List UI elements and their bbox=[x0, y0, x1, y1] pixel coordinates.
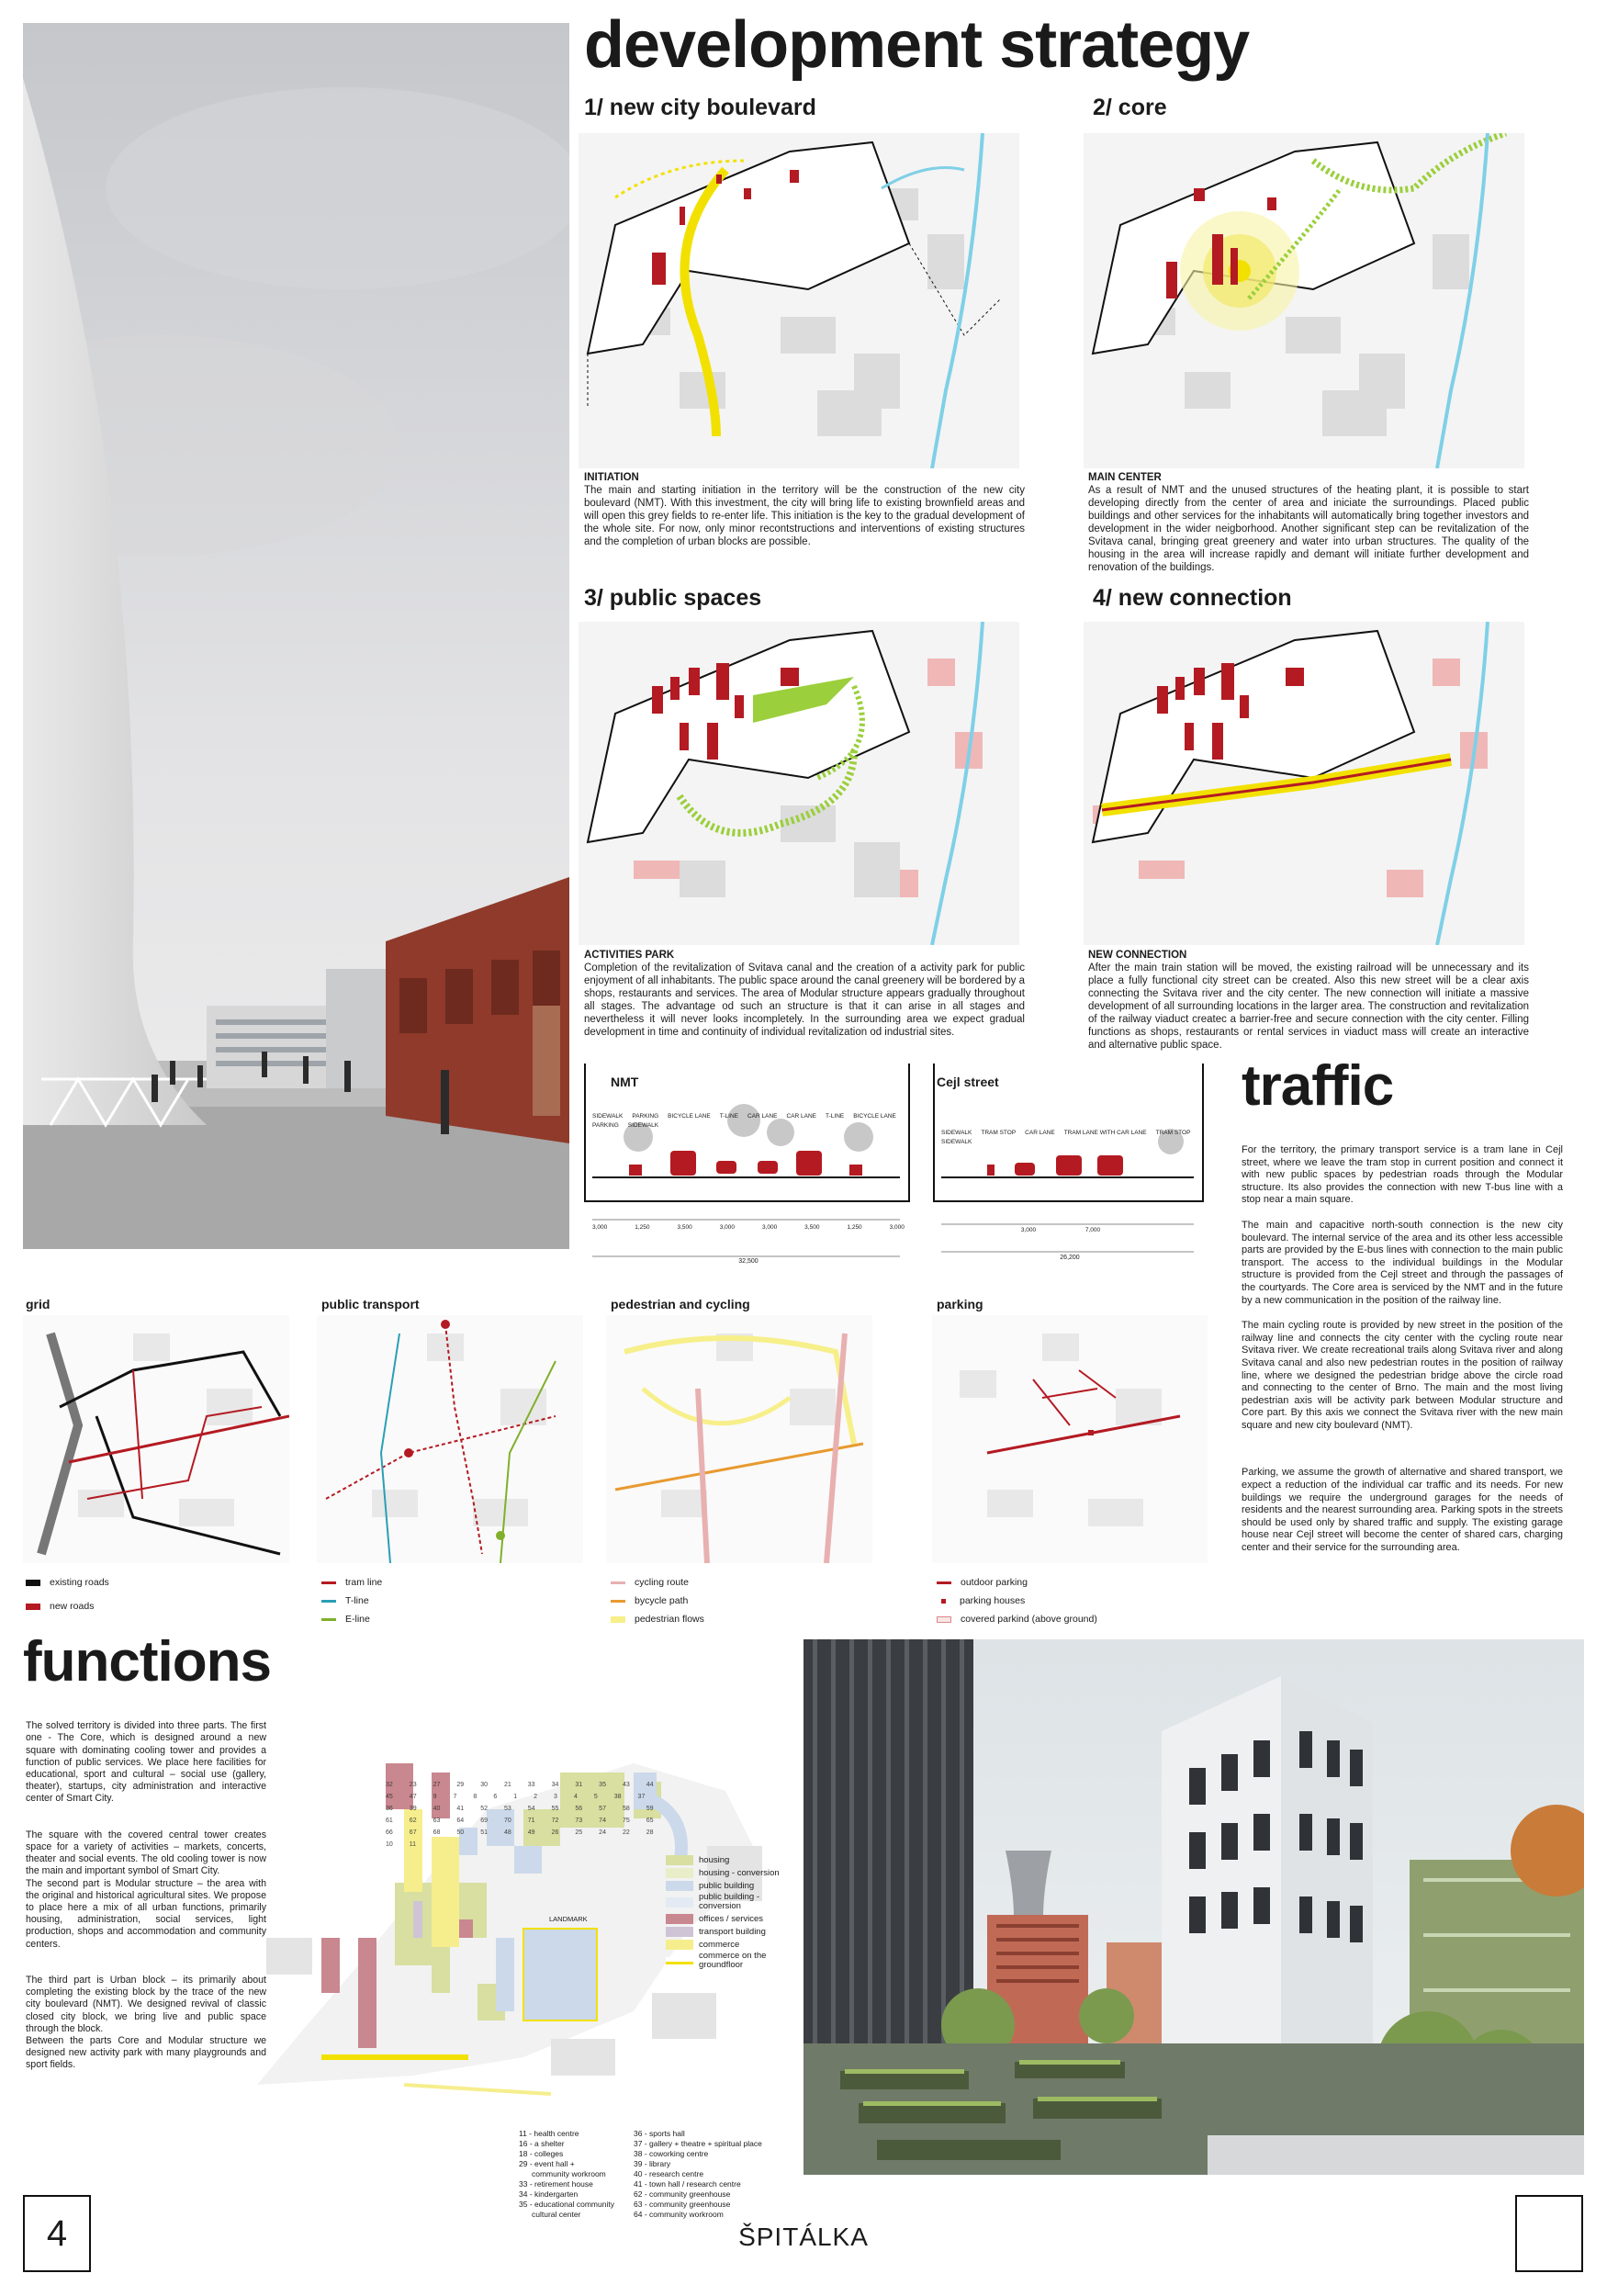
new-roads-swatch bbox=[26, 1604, 40, 1610]
panel-3-map bbox=[579, 622, 1019, 945]
page-number: 4 bbox=[46, 2212, 68, 2254]
num-left-0: 11 - health centre bbox=[519, 2129, 579, 2138]
cejl-section bbox=[932, 1064, 1208, 1275]
cejl-dim-0: 3,000 bbox=[1020, 1227, 1037, 1233]
nmt-dim-5: 3,500 bbox=[804, 1224, 820, 1231]
plan-label-27: 40 bbox=[433, 1806, 441, 1812]
housing-conversion-swatch bbox=[666, 1868, 693, 1878]
plan-number-labels bbox=[386, 1782, 661, 1848]
map-transport bbox=[317, 1315, 583, 1563]
panel-1-heading: INITIATION bbox=[584, 472, 639, 483]
map-grid bbox=[23, 1315, 289, 1563]
nmt-top-4: CAR LANE bbox=[747, 1113, 778, 1120]
panel-4-caption bbox=[1088, 949, 1529, 1052]
development-title: development strategy bbox=[584, 8, 1250, 82]
map-pedestrian bbox=[606, 1315, 872, 1563]
functions-legend-2: public building bbox=[699, 1880, 755, 1891]
plan-label-54: 48 bbox=[503, 1829, 511, 1836]
num-right-1: 37 - gallery + theatre + spiritual place bbox=[634, 2139, 762, 2148]
plan-label-28: 41 bbox=[456, 1806, 465, 1812]
plan-label-50: 67 bbox=[409, 1829, 417, 1836]
plan-label-35: 58 bbox=[622, 1806, 630, 1812]
outdoor-parking-swatch bbox=[937, 1581, 951, 1584]
plan-label-12: 45 bbox=[386, 1794, 393, 1800]
cejl-top-labels bbox=[941, 1130, 1198, 1146]
functions-legend-4: offices / services bbox=[699, 1913, 764, 1924]
covered-parking-swatch bbox=[937, 1616, 951, 1623]
num-right-8: 64 - community workroom bbox=[634, 2210, 724, 2219]
num-right-5: 41 - town hall / research centre bbox=[634, 2179, 741, 2189]
cejl-top-5: SIDEWALK bbox=[941, 1139, 972, 1145]
pedestrian-legend-1: bycycle path bbox=[635, 1595, 689, 1606]
plan-label-15: 7 bbox=[453, 1794, 457, 1800]
plan-label-44: 72 bbox=[551, 1818, 559, 1824]
num-left-8: cultural center bbox=[532, 2210, 581, 2219]
plan-label-55: 49 bbox=[527, 1829, 535, 1836]
plan-label-22: 5 bbox=[593, 1794, 598, 1800]
parking-legend-2: covered parkind (above ground) bbox=[961, 1614, 1097, 1625]
traffic-paragraph-4: Parking, we assume the growth of alternative and shared transport, we expect a reduction of the individual car traffic and its needs. For new buildings we require the underground garages for the needs of residents and the nearest surrounding area. Parking spots in the streets should be used only by shared traffic and supply. The existing garage house near Cejl street will become the center of shared cars, charging center and their service for the surrounding area. bbox=[1242, 1467, 1563, 1554]
nmt-top-3: T-LINE bbox=[719, 1113, 738, 1120]
parking-legend bbox=[937, 1573, 1097, 1628]
plan-label-46: 74 bbox=[599, 1818, 606, 1824]
landmark-label: LANDMARK bbox=[549, 1915, 588, 1923]
panel-1-caption bbox=[584, 471, 1025, 548]
plan-label-18: 1 bbox=[513, 1794, 518, 1800]
plan-label-31: 54 bbox=[527, 1806, 535, 1812]
plan-label-7: 34 bbox=[551, 1782, 559, 1788]
t-line-swatch bbox=[321, 1600, 336, 1603]
num-right-2: 38 - coworking centre bbox=[634, 2149, 709, 2158]
plan-label-53: 51 bbox=[480, 1829, 488, 1836]
housing-swatch bbox=[666, 1855, 693, 1865]
pedestrian-legend-2: pedestrian flows bbox=[635, 1614, 704, 1625]
offices-services-swatch bbox=[666, 1914, 693, 1924]
nmt-top-9: SIDEWALK bbox=[627, 1122, 659, 1129]
num-left-1: 16 - a shelter bbox=[519, 2139, 565, 2148]
parking-legend-1: parking houses bbox=[960, 1595, 1026, 1606]
num-left-4: community workroom bbox=[532, 2169, 606, 2178]
plan-label-38: 62 bbox=[409, 1818, 417, 1824]
plan-label-62: 11 bbox=[409, 1841, 417, 1848]
plan-label-34: 57 bbox=[599, 1806, 606, 1812]
plan-label-6: 33 bbox=[527, 1782, 535, 1788]
nmt-dim-3: 3,000 bbox=[719, 1224, 735, 1231]
public-building-swatch bbox=[666, 1881, 693, 1891]
plan-label-23: 38 bbox=[613, 1794, 622, 1800]
nmt-top-1: PARKING bbox=[632, 1113, 659, 1120]
plan-label-1: 23 bbox=[409, 1782, 417, 1788]
nmt-dim-7: 3,000 bbox=[889, 1224, 905, 1231]
footer-empty-box bbox=[1515, 2195, 1583, 2272]
nmt-dim-1: 1,250 bbox=[635, 1224, 650, 1231]
nmt-total: 32,500 bbox=[738, 1258, 759, 1265]
cejl-dim-1: 7,000 bbox=[1084, 1227, 1101, 1233]
cejl-top-2: CAR LANE bbox=[1025, 1130, 1055, 1136]
tram-line-swatch bbox=[321, 1581, 336, 1584]
nmt-dim-2: 3,500 bbox=[677, 1224, 692, 1231]
panel-3-subtitle: 3/ public spaces bbox=[584, 585, 762, 611]
plan-label-3: 29 bbox=[456, 1782, 465, 1788]
plan-label-0: 32 bbox=[386, 1782, 393, 1788]
plan-label-51: 68 bbox=[433, 1829, 441, 1836]
traffic-paragraph-1: For the territory, the primary transport service is a tram lane in Cejl street, where we leave the tram stop in current position and connect it with new public spaces by pedestrian roads through the Modular structure. Its also provides the connection with new T-bus line with a stop near a main square. bbox=[1242, 1144, 1563, 1206]
functions-paragraph-2: The square with the covered central tower creates space for a variety of activities – markets, concerts, theater and social events. The old cooling tower is now the main and important symbol of Smart City. The second part is Modular structure – the area with the original and historical agricultural sites. We propose to place here a mix of all urban functions, primarily housing, administration, social services, light production, shops and accommodation and community centers. bbox=[26, 1829, 266, 1950]
map-transport-title: public transport bbox=[321, 1297, 420, 1311]
functions-legend-5: transport building bbox=[699, 1926, 766, 1937]
plan-label-58: 24 bbox=[599, 1829, 606, 1836]
panel-1-map bbox=[579, 133, 1019, 468]
num-left-3: 29 - event hall + bbox=[519, 2159, 575, 2168]
plan-label-41: 69 bbox=[480, 1818, 488, 1824]
plan-label-36: 59 bbox=[646, 1806, 654, 1812]
plan-label-59: 22 bbox=[622, 1829, 630, 1836]
map-parking-title: parking bbox=[937, 1297, 983, 1311]
plan-label-29: 52 bbox=[480, 1806, 488, 1812]
nmt-top-0: SIDEWALK bbox=[592, 1113, 624, 1120]
nmt-label: NMT bbox=[611, 1075, 639, 1089]
plan-label-17: 6 bbox=[493, 1794, 498, 1800]
cejl-label: Cejl street bbox=[937, 1075, 999, 1089]
nmt-dim-0: 3,000 bbox=[592, 1224, 608, 1231]
panel-2-map bbox=[1084, 133, 1524, 468]
panel-4-subtitle: 4/ new connection bbox=[1093, 585, 1292, 611]
parking-houses-swatch bbox=[941, 1599, 946, 1604]
footer-title: ŠPITÁLKA bbox=[738, 2223, 869, 2251]
cejl-dims bbox=[996, 1227, 1125, 1233]
num-right-3: 39 - library bbox=[634, 2159, 671, 2168]
functions-legend-0: housing bbox=[699, 1854, 730, 1865]
commerce-swatch bbox=[666, 1940, 693, 1950]
nmt-top-7: BICYCLE LANE bbox=[853, 1113, 896, 1120]
grid-legend-0: existing roads bbox=[50, 1577, 109, 1588]
plan-label-26: 39 bbox=[409, 1806, 417, 1812]
panel-4-heading: NEW CONNECTION bbox=[1088, 950, 1187, 961]
map-parking bbox=[932, 1315, 1208, 1563]
plan-label-8: 31 bbox=[575, 1782, 583, 1788]
panel-1-subtitle: 1/ new city boulevard bbox=[584, 95, 816, 120]
num-right-4: 40 - research centre bbox=[634, 2169, 704, 2178]
functions-render bbox=[804, 1639, 1584, 2175]
plan-label-56: 26 bbox=[551, 1829, 559, 1836]
functions-title: functions bbox=[23, 1630, 271, 1694]
plan-label-32: 55 bbox=[551, 1806, 559, 1812]
plan-label-21: 4 bbox=[573, 1794, 578, 1800]
panel-4-text: After the main train station will be moved, the existing railroad will be unnecessary and its place a fully functional city street can be created. Also this new street will be a clear axis connecting the Svitava river and the city center. The new connection will initiate a massive development of all surrounding locations in the larger area. The construction and revitalization of the railway viaduct createc a barrier-free and secure connection with the city center. Filling functions as shops, restaurants or rental services in viaduct mass will create an interactive and alternative public space. bbox=[1088, 962, 1529, 1051]
functions-legend-3: public building - conversion bbox=[699, 1892, 760, 1911]
cejl-total: 26,200 bbox=[1060, 1255, 1080, 1261]
plan-label-5: 21 bbox=[503, 1782, 511, 1788]
cejl-top-4: TRAM STOP bbox=[1155, 1130, 1191, 1136]
plan-label-61: 10 bbox=[386, 1841, 393, 1848]
plan-label-52: 50 bbox=[456, 1829, 465, 1836]
cejl-top-3: TRAM LANE WITH CAR LANE bbox=[1063, 1130, 1147, 1136]
traffic-text bbox=[1242, 1144, 1563, 1555]
plan-label-33: 56 bbox=[575, 1806, 583, 1812]
plan-label-9: 35 bbox=[599, 1782, 606, 1788]
transport-legend bbox=[321, 1573, 382, 1628]
parking-legend-0: outdoor parking bbox=[961, 1577, 1028, 1588]
functions-text bbox=[26, 1708, 266, 2084]
traffic-title: traffic bbox=[1242, 1054, 1394, 1118]
bycycle-path-swatch bbox=[611, 1600, 625, 1603]
plan-label-16: 8 bbox=[473, 1794, 478, 1800]
functions-list-left bbox=[519, 2129, 634, 2220]
nmt-dim-4: 3,000 bbox=[761, 1224, 778, 1231]
functions-legend-6: commerce bbox=[699, 1939, 740, 1950]
functions-paragraph-1: The solved territory is divided into three parts. The first one - The Core, which is designed around a new square with dominating cooling tower and provides a function of public services. We place here facilities for educational, sport and cultural – social use (gallery, theater), startups, city administration and interactive center of Smart City. bbox=[26, 1720, 266, 1805]
plan-label-4: 30 bbox=[480, 1782, 488, 1788]
panel-4-map bbox=[1084, 622, 1524, 945]
nmt-section bbox=[583, 1064, 914, 1275]
functions-legend bbox=[666, 1853, 804, 1971]
plan-label-49: 66 bbox=[386, 1829, 393, 1836]
nmt-top-2: BICYCLE LANE bbox=[668, 1113, 711, 1120]
commerce-groundfloor-swatch bbox=[666, 1957, 693, 1964]
plan-label-24: 37 bbox=[637, 1794, 646, 1800]
grid-legend-1: new roads bbox=[50, 1601, 95, 1612]
panel-2-heading: MAIN CENTER bbox=[1088, 472, 1162, 483]
cycling-route-swatch bbox=[611, 1581, 625, 1584]
traffic-paragraph-3: The main cycling route is provided by new street in the position of the railway line and connects the city center with the cycling route near Svitava river. We create recreational trails along Svitava river and along Svitava canal and also new pedestrian routes in the position of railway line, where we designed the pedestrian bridge above the circle road and connecting to the center of Brno. The main and the most living pedestrian axis will be activity park between Modular structure and Core part. By this axis we connect the Svitava river with the new main square and new city boulevard (NMT). bbox=[1242, 1320, 1563, 1431]
plan-label-14: 9 bbox=[433, 1794, 437, 1800]
panel-3-text: Completion of the revitalization of Svitava canal and the creation of a activity park for public enjoyment of all inhabitants. The public space around the canal greenery will be bordered by a shops, restaurants and services. The area of Modular structure appears gradually throughout all stages. The advantage od such an structure is that it can arise in all stages and nevertheless it will never looks incompletely. In the surrounding area we expect gradual development in time and continuity of individual revitalization od industrial sites. bbox=[584, 962, 1025, 1038]
plan-label-47: 75 bbox=[622, 1818, 630, 1824]
plan-label-2: 27 bbox=[433, 1782, 441, 1788]
panel-3-caption bbox=[584, 949, 1025, 1039]
plan-label-39: 63 bbox=[433, 1818, 441, 1824]
functions-legend-1: housing - conversion bbox=[699, 1867, 780, 1878]
num-right-0: 36 - sports hall bbox=[634, 2129, 685, 2138]
grid-legend bbox=[26, 1570, 109, 1618]
plan-label-60: 28 bbox=[646, 1829, 654, 1836]
pedestrian-legend-0: cycling route bbox=[635, 1577, 689, 1588]
plan-label-45: 73 bbox=[575, 1818, 583, 1824]
plan-label-40: 64 bbox=[456, 1818, 465, 1824]
nmt-top-5: CAR LANE bbox=[786, 1113, 817, 1120]
panel-1-text: The main and starting initiation in the territory will be the construction of the new city boulevard (NMT). With this investment, the city will bring life to existing brownfield areas and will open this grey fields to re-enter life. This initiation is the key to the gradual development of the whole site. For now, only minor recontstructions and interventions of existing structures and the completion of urban blocks are possible. bbox=[584, 485, 1025, 547]
num-left-6: 34 - kindergarten bbox=[519, 2189, 579, 2199]
nmt-top-6: T-LINE bbox=[826, 1113, 845, 1120]
e-line-swatch bbox=[321, 1618, 336, 1621]
num-right-6: 62 - community greenhouse bbox=[634, 2189, 731, 2199]
cejl-top-0: SIDEWALK bbox=[941, 1130, 972, 1136]
existing-roads-swatch bbox=[26, 1580, 40, 1586]
plan-label-43: 71 bbox=[527, 1818, 535, 1824]
map-pedestrian-title: pedestrian and cycling bbox=[611, 1297, 750, 1311]
transport-legend-0: tram line bbox=[345, 1577, 383, 1588]
plan-label-30: 53 bbox=[503, 1806, 511, 1812]
transport-building-swatch bbox=[666, 1927, 693, 1937]
plan-label-42: 70 bbox=[503, 1818, 511, 1824]
transport-legend-1: T-line bbox=[345, 1595, 369, 1606]
nmt-top-labels bbox=[592, 1113, 905, 1130]
num-left-5: 33 - retirement house bbox=[519, 2179, 593, 2189]
plan-label-37: 61 bbox=[386, 1818, 393, 1824]
plan-label-10: 43 bbox=[622, 1782, 630, 1788]
functions-list-right bbox=[634, 2129, 781, 2220]
map-grid-title: grid bbox=[26, 1297, 51, 1311]
num-left-2: 18 - colleges bbox=[519, 2149, 564, 2158]
functions-paragraph-3: The third part is Urban block – its primarily about completing the existing block by the trace of the new city boulevard (NMT). We designed revival of classic closed city block, we bring live and public space through the block. Between the parts Core and Modular structure we designed new activity park with many playgrounds and sport fields. bbox=[26, 1975, 266, 2071]
functions-legend-7: commerce on the groundfloor bbox=[699, 1951, 767, 1970]
panel-3-heading: ACTIVITIES PARK bbox=[584, 950, 675, 961]
plan-label-57: 25 bbox=[575, 1829, 583, 1836]
plan-label-13: 47 bbox=[409, 1794, 417, 1800]
cejl-top-1: TRAM STOP bbox=[981, 1130, 1017, 1136]
num-left-7: 35 - educational community bbox=[519, 2200, 614, 2209]
plan-label-25: 36 bbox=[386, 1806, 393, 1812]
plan-label-48: 65 bbox=[646, 1818, 654, 1824]
nmt-dims bbox=[592, 1224, 905, 1231]
traffic-paragraph-2: The main and capacitive north-south connection is the new city boulevard. The internal service of the area and its other less accessible parts are provided by the E-bus lines with connection to the main public transport. The access to the individual buildings in the Modular structure is provided from the Cejl street and through the passages of the courtyards. The Core area is serviced by the NMT and in the future by a new communication in the position of the railway line. bbox=[1242, 1219, 1563, 1306]
panel-2-subtitle: 2/ core bbox=[1093, 95, 1167, 120]
hero-render bbox=[23, 23, 569, 1249]
plan-label-11: 44 bbox=[646, 1782, 654, 1788]
panel-2-text: As a result of NMT and the unused structures of the heating plant, it is possible to start developing directly from the center of area and iniciate the surroundings. Placed public buildings and other services for the inhabitants will automatically bring together investors and development in the wider neigborhood. Another significant step can be revitalization of the Svitava canal, bringing great greenery and water into urban structures. The quality of the housing in the area will increase rapidly and demant will initiate further development and renovation of the buildings. bbox=[1088, 485, 1529, 573]
nmt-dim-6: 1,250 bbox=[847, 1224, 862, 1231]
plan-label-20: 3 bbox=[554, 1794, 557, 1800]
plan-label-19: 2 bbox=[534, 1794, 538, 1800]
pedestrian-legend bbox=[611, 1573, 704, 1628]
pedestrian-flows-swatch bbox=[611, 1616, 625, 1623]
panel-2-caption bbox=[1088, 471, 1529, 574]
num-right-7: 63 - community greenhouse bbox=[634, 2200, 731, 2209]
transport-legend-2: E-line bbox=[345, 1614, 370, 1625]
nmt-top-8: PARKING bbox=[592, 1122, 619, 1129]
public-building-conversion-swatch bbox=[666, 1897, 693, 1908]
